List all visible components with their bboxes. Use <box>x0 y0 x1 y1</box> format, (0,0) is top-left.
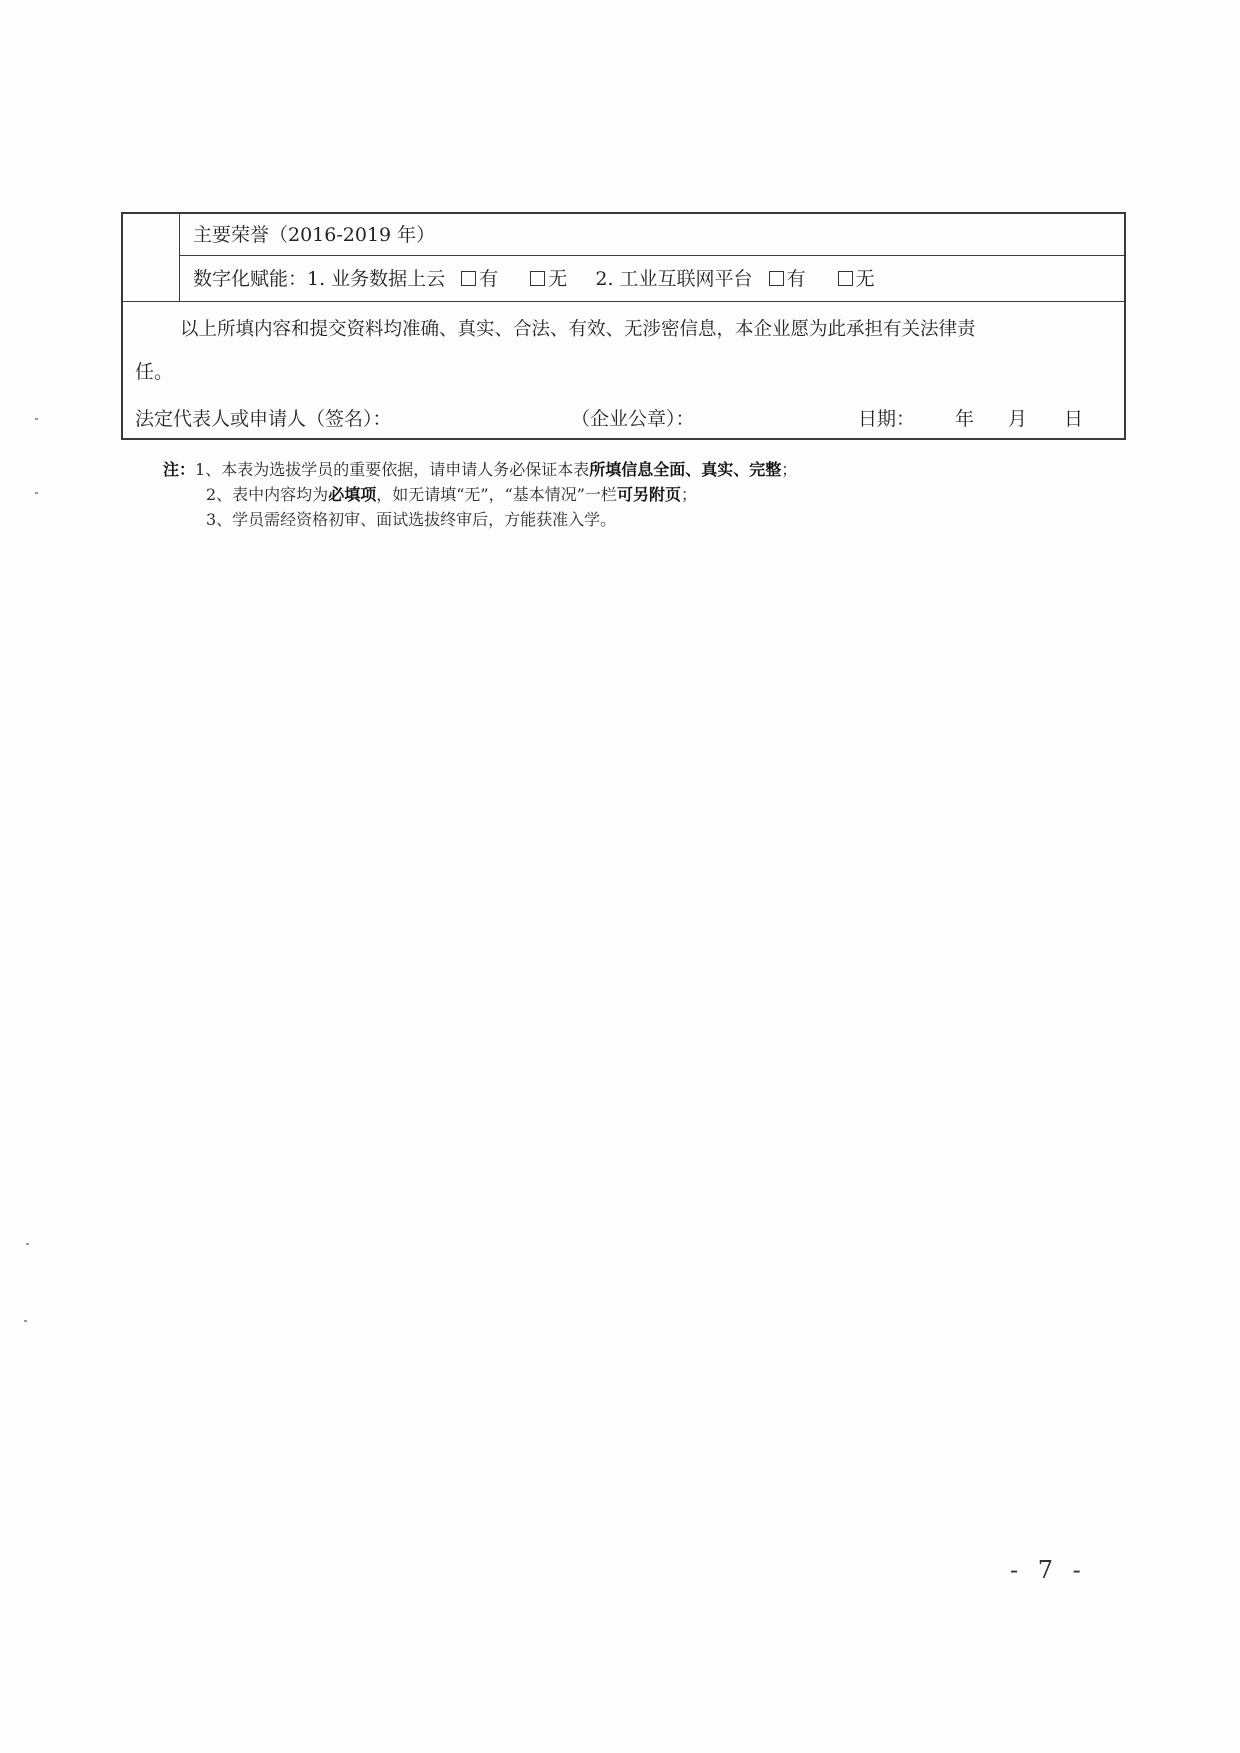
date-day-label: 日 <box>1064 408 1084 430</box>
declaration-text-line1: 以上所填内容和提交资料均准确、真实、合法、有效、无涉密信息，本企业愿为此承担有关法律责 <box>180 319 976 340</box>
honors-field-label: 主要荣誉（2016-2019 年） <box>193 224 436 246</box>
digital-empowerment-row <box>193 270 875 289</box>
platform-yes-option[interactable]: 有 <box>769 270 806 289</box>
note-line-3: 3、学员需经资格初审、面试选拔终审后，方能获准入学。 <box>206 510 617 529</box>
scan-speck <box>35 418 38 420</box>
checkbox-icon[interactable] <box>530 271 545 286</box>
scan-speck <box>24 1320 27 1322</box>
page-number: - 7 - <box>1010 1556 1087 1584</box>
note-emphasis: 必填项 <box>328 485 377 504</box>
checkbox-icon[interactable] <box>769 271 784 286</box>
platform-item-label: 2. 工业互联网平台 <box>595 268 753 290</box>
checkbox-icon[interactable] <box>461 271 476 286</box>
note-emphasis: 可另附页 <box>616 485 681 504</box>
application-form-table <box>121 212 1126 440</box>
date-month-label: 月 <box>1008 408 1028 430</box>
scan-speck <box>26 1243 29 1245</box>
notes-prefix: 注： <box>163 460 196 479</box>
note-line-2: 2、表中内容均为必填项，如无请填“无”，“基本情况”一栏可另附页； <box>206 485 697 504</box>
platform-no-option[interactable]: 无 <box>838 270 875 289</box>
cloud-yes-option[interactable]: 有 <box>461 270 498 289</box>
cloud-item-label: 1. 业务数据上云 <box>307 268 446 290</box>
row-header-cell <box>123 214 180 302</box>
company-seal-label: （企业公章）： <box>571 408 695 430</box>
scan-speck <box>35 492 38 494</box>
row-divider <box>180 255 1126 256</box>
row-divider <box>123 301 1126 302</box>
date-label: 日期： <box>858 408 916 430</box>
note-emphasis: 所填信息全面、真实、完整 <box>589 460 782 479</box>
digital-label: 数字化赋能： <box>193 268 308 290</box>
cloud-no-option[interactable]: 无 <box>530 270 567 289</box>
declaration-text-line2: 任。 <box>135 361 174 383</box>
date-year-label: 年 <box>955 408 975 430</box>
note-line-1: 注：1、本表为选拔学员的重要依据，请申请人务必保证本表所填信息全面、真实、完整； <box>163 460 798 479</box>
signature-label: 法定代表人或申请人（签名）： <box>135 408 392 430</box>
checkbox-icon[interactable] <box>838 271 853 286</box>
